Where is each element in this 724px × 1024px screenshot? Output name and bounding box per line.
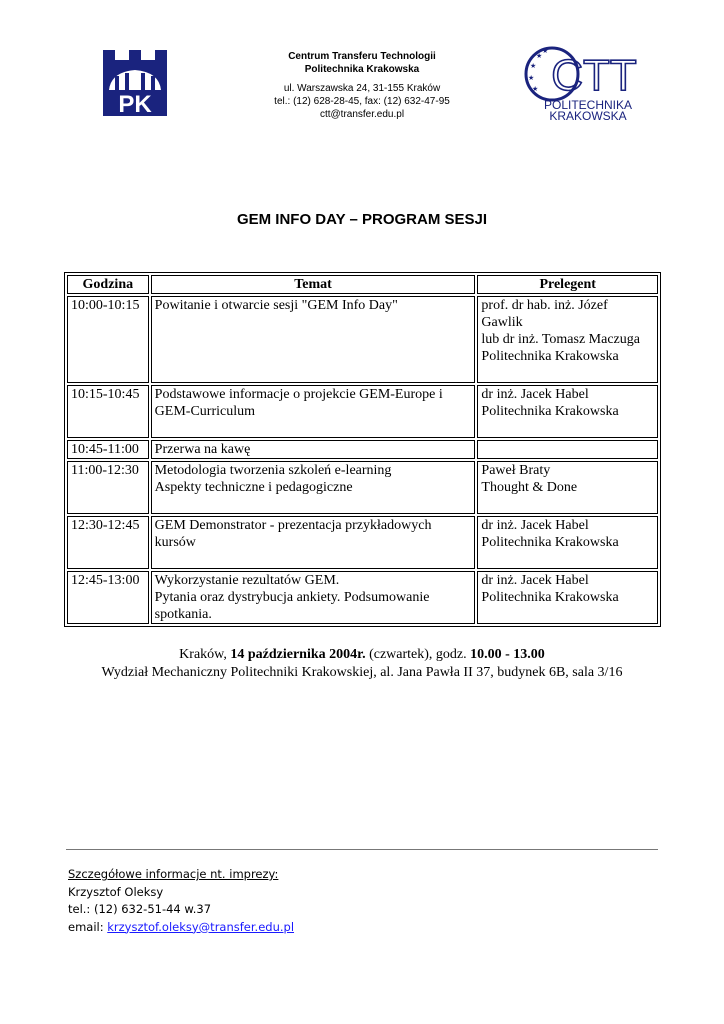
row-time: 12:30-12:45	[67, 516, 149, 569]
footer-contact-name: Krzysztof Oleksy	[68, 884, 164, 899]
org-email: ctt@transfer.edu.pl	[319, 109, 405, 120]
svg-text:★: ★	[532, 85, 539, 93]
svg-text:★: ★	[530, 62, 537, 70]
row-time: 10:15-10:45	[67, 385, 149, 438]
row-time: 12:45-13:00	[67, 571, 149, 624]
row-topic: Metodologia tworzenia szkoleń e-learning Aspekty techniczne i pedagogiczne	[151, 461, 476, 514]
org-phone: tel.: (12) 628-28-45, fax: (12) 632-47-95	[274, 96, 450, 107]
org-name: Centrum Transferu Technologii	[288, 51, 436, 62]
row-speaker: prof. dr hab. inż. Józef Gawlik lub dr inż. Tomasz Maczuga Politechnika Krakowska	[477, 296, 658, 383]
row-topic: Powitanie i otwarcie sesji "GEM Info Day"	[151, 296, 476, 383]
row-topic: Wykorzystanie rezultatów GEM. Pytania oraz dystrybucja ankiety. Podsumowanie spotkania.	[151, 571, 476, 624]
page-title: GEM INFO DAY – PROGRAM SESJI	[236, 211, 488, 228]
row-time: 10:45-11:00	[67, 440, 149, 459]
pk-logo	[101, 48, 169, 118]
ctt-logo	[522, 44, 650, 122]
ctt-logo-text: CTT	[551, 51, 637, 100]
row-speaker	[477, 440, 658, 459]
footer-contact	[68, 866, 294, 936]
footer-phone: tel.: (12) 632-51-44 w.37	[68, 902, 212, 916]
ctt-logo-line1: POLITECHNIKA	[543, 98, 633, 112]
event-date: 14 października 2004r.	[230, 647, 366, 662]
table-row	[67, 296, 658, 383]
table-row	[67, 571, 658, 624]
event-date-line: Kraków, 14 października 2004r. (czwartek), godz. 10.00 - 13.00	[179, 647, 545, 662]
header-block	[230, 50, 494, 121]
row-speaker: dr inż. Jacek Habel Politechnika Krakowska	[477, 385, 658, 438]
table-row	[67, 461, 658, 514]
footer-divider	[66, 849, 658, 850]
footer-email-line: email: krzysztof.oleksy@transfer.edu.pl	[68, 919, 295, 934]
footer-email-link[interactable]: krzysztof.oleksy@transfer.edu.pl	[107, 919, 295, 934]
table-row	[67, 440, 658, 459]
header-time: Godzina	[67, 275, 149, 294]
row-topic: Przerwa na kawę	[151, 440, 476, 459]
pk-logo-text: PK	[118, 91, 152, 118]
table-header-row	[67, 275, 658, 294]
row-topic: Podstawowe informacje o projekcie GEM-Europe i GEM-Curriculum	[151, 385, 476, 438]
svg-text:★: ★	[536, 52, 543, 60]
org-sub: Politechnika Krakowska	[304, 64, 420, 75]
row-speaker: dr inż. Jacek Habel Politechnika Krakowska	[477, 516, 658, 569]
row-topic: GEM Demonstrator - prezentacja przykładowych kursów	[151, 516, 476, 569]
svg-text:★: ★	[528, 74, 535, 82]
org-address: ul. Warszawska 24, 31-155 Kraków	[283, 83, 441, 94]
row-time: 10:00-10:15	[67, 296, 149, 383]
event-info	[0, 646, 724, 682]
header-topic: Temat	[151, 275, 476, 294]
table-row	[67, 385, 658, 438]
program-table	[64, 272, 661, 627]
row-speaker: Paweł Braty Thought & Done	[477, 461, 658, 514]
row-speaker: dr inż. Jacek Habel Politechnika Krakowska	[477, 571, 658, 624]
row-time: 11:00-12:30	[67, 461, 149, 514]
header-speaker: Prelegent	[477, 275, 658, 294]
footer-heading: Szczegółowe informacje nt. imprezy:	[68, 867, 279, 881]
event-hours: 10.00 - 13.00	[470, 647, 545, 662]
svg-text:★: ★	[542, 47, 549, 55]
ctt-logo-line2: KRAKOWSKA	[549, 109, 627, 122]
table-row	[67, 516, 658, 569]
event-venue: Wydział Mechaniczny Politechniki Krakowskiej, al. Jana Pawła II 37, budynek 6B, sala 3/16	[101, 665, 623, 680]
